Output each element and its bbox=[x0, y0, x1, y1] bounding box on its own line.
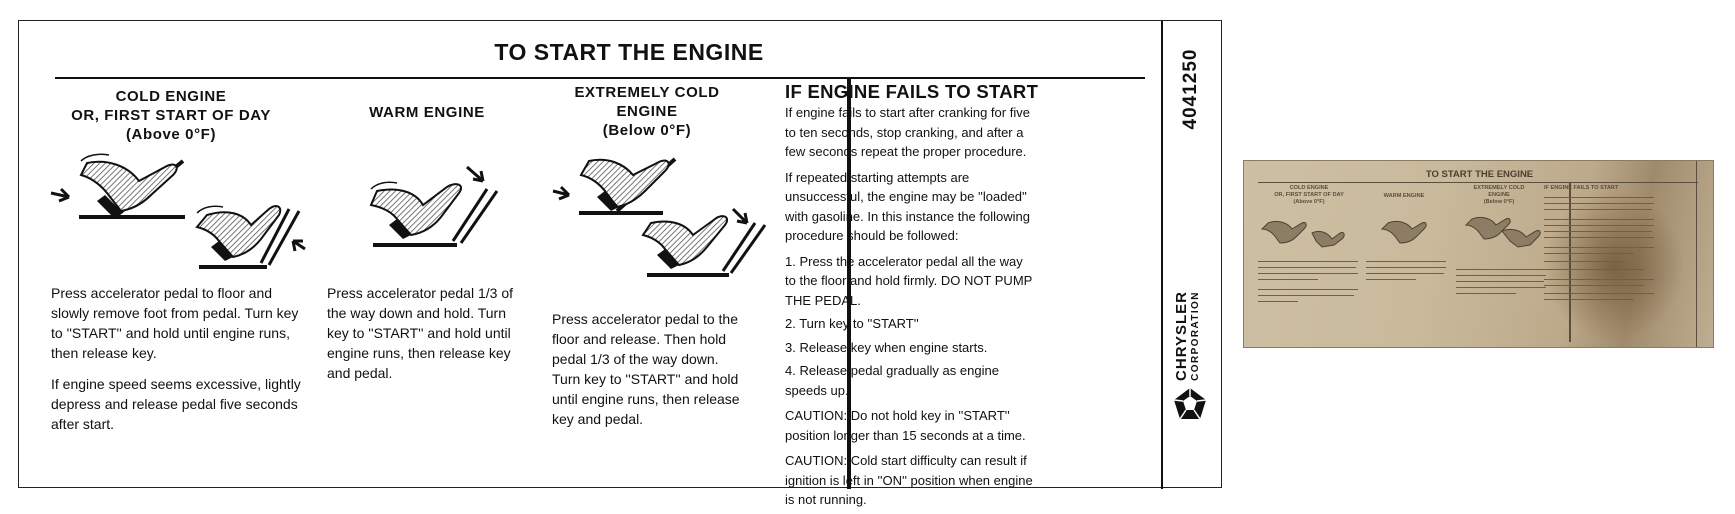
photo-text-line bbox=[1366, 267, 1446, 268]
photo-text-line bbox=[1456, 269, 1546, 270]
cold-engine-pedal-illustration bbox=[47, 153, 307, 273]
photo-text-line bbox=[1366, 279, 1416, 280]
cold-engine-heading: COLD ENGINE OR, FIRST START OF DAY (Above 0°F) bbox=[71, 88, 271, 143]
photo-text-line bbox=[1258, 261, 1358, 262]
photo-text-line bbox=[1544, 261, 1624, 262]
photo-text-line bbox=[1544, 285, 1644, 286]
extremely-cold-heading: EXTREMELY COLD ENGINE (Below 0°F) bbox=[574, 84, 720, 139]
warm-engine-heading: WARM ENGINE bbox=[369, 104, 485, 121]
fails-to-start-heading: IF ENGINE FAILS TO START bbox=[785, 81, 1039, 102]
photo-text-line bbox=[1456, 287, 1546, 288]
fails-to-start-text: If engine fails to start after cranking for five to ten seconds, stop cranking, and after a few seconds repeat the proper procedure. If repeated starting attempts are unsuccessful, the engine may be ''loaded'' with gasoline. In this instance the following procedure should be followed: 1. Press the accelerator pedal all the way to the floor and hold firmly. DO NOT PUMP THE PEDAL. 2. Turn key to ''START'' 3. Release key when engine starts. 4. Release pedal gradually as engine speeds up. CAUTION: Do not hold key in ''START'' position longer than 15 seconds at a time. CAUTION: Cold start difficulty can result if ignition is left in ''ON'' position when engine is not running. bbox=[785, 105, 1033, 507]
photo-col3-heading: EXTREMELY COLD ENGINE (Below 0°F) bbox=[1473, 185, 1525, 205]
photo-text-line bbox=[1544, 225, 1654, 226]
photo-text-line bbox=[1456, 281, 1544, 282]
engine-start-label bbox=[18, 20, 1222, 507]
photo-text-line bbox=[1258, 289, 1358, 290]
warm-engine-pedal-illustration bbox=[357, 161, 517, 251]
strip-divider bbox=[1161, 21, 1163, 489]
photo-text-line bbox=[1544, 247, 1654, 248]
extremely-cold-instructions: Press accelerator pedal to the floor and release. Then hold pedal 1/3 of the way down. Turn key to ''START'' and hold until engine runs, then release key and pedal. bbox=[552, 311, 740, 427]
cold-engine-instructions: Press accelerator pedal to floor and slowly remove foot from pedal. Turn key to ''START'' and hold until engine runs, then release key. If engine speed seems excessive, lightly depress and release pedal five seconds after start. bbox=[51, 285, 301, 432]
pentastar-logo-icon bbox=[1173, 387, 1207, 421]
photo-text-line bbox=[1258, 267, 1356, 268]
photo-text-line bbox=[1544, 293, 1654, 294]
photo-illustrations bbox=[1258, 209, 1558, 249]
photo-stain bbox=[1544, 191, 1684, 341]
photo-title: TO START THE ENGINE bbox=[1425, 169, 1534, 180]
photo-text-line bbox=[1258, 273, 1358, 274]
extremely-cold-pedal-illustration bbox=[551, 151, 771, 281]
weathered-label-photo bbox=[1243, 160, 1714, 348]
part-number: 4041250 bbox=[1180, 48, 1201, 130]
photo-text-line bbox=[1544, 231, 1652, 232]
photo-text-line bbox=[1544, 253, 1634, 254]
photo-text-line bbox=[1456, 293, 1516, 294]
photo-fails-heading: IF ENGINE FAILS TO START bbox=[1544, 185, 1619, 191]
photo-text-line bbox=[1258, 279, 1318, 280]
photo-col2-heading: WARM ENGINE bbox=[1383, 193, 1425, 199]
warm-engine-instructions: Press accelerator pedal 1/3 of the way down and hold. Turn key to ''START'' and hold until engine runs, then release key and pedal. bbox=[327, 285, 513, 381]
photo-text-line bbox=[1544, 237, 1654, 238]
photo-text-line bbox=[1258, 295, 1354, 296]
photo-text-line bbox=[1544, 197, 1654, 198]
chrysler-wordmark: CHRYSLER CORPORATION bbox=[1173, 291, 1201, 381]
photo-strip-divider bbox=[1696, 161, 1697, 348]
photo-text-line bbox=[1544, 279, 1654, 280]
photo-text-line bbox=[1366, 273, 1444, 274]
label-title: TO START THE ENGINE bbox=[494, 39, 764, 65]
title-rule bbox=[55, 77, 1145, 79]
photo-text-line bbox=[1544, 203, 1654, 204]
photo-title-rule bbox=[1258, 182, 1698, 183]
photo-text-line bbox=[1366, 261, 1446, 262]
photo-col1-heading: COLD ENGINE OR, FIRST START OF DAY (Above 0°F) bbox=[1274, 185, 1344, 205]
photo-text-line bbox=[1544, 269, 1644, 270]
photo-text-line bbox=[1544, 209, 1652, 210]
photo-text-line bbox=[1544, 219, 1654, 220]
photo-text-line bbox=[1258, 301, 1298, 302]
photo-text-line bbox=[1456, 275, 1546, 276]
photo-text-line bbox=[1544, 299, 1634, 300]
